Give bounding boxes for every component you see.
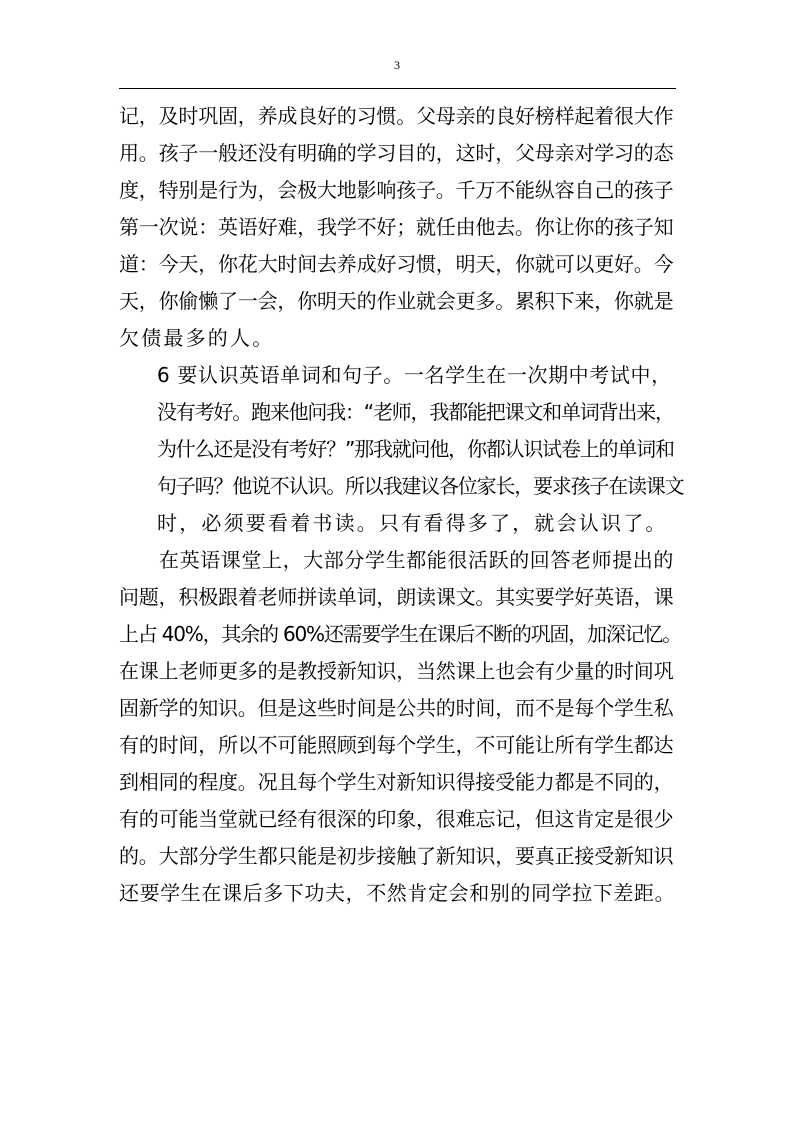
text-line: 上占 40%，其余的 60%还需要学生在课后不断的巩固，加深记忆。 [119,622,682,646]
header-rule [119,88,676,89]
paragraph-3 [119,542,682,912]
text-line: 用。孩子一般还没有明确的学习目的，这时，父母亲对学习的态 [119,141,674,165]
text-line: 6 要认识英语单词和句子。一名学生在一次期中考试中， [157,363,672,387]
text-line: 度，特别是行为，会极大地影响孩子。千万不能纵容自己的孩子 [119,178,674,202]
text-line: 记，及时巩固，养成良好的习惯。父母亲的良好榜样起着很大作 [119,104,674,128]
text-line: 在课上老师更多的是教授新知识，当然课上也会有少量的时间巩 [119,659,674,683]
body-text [119,98,684,912]
paragraph-2 [119,357,684,542]
text-line: 问题，积极跟着老师拼读单词，朗读课文。其实要学好英语，课 [119,585,674,609]
text-line: 还要学生在课后多下功夫，不然肯定会和别的同学拉下差距。 [119,881,676,905]
text-line: 为什么还是没有考好？”那我就问他，你都认识试卷上的单词和 [157,437,674,461]
page-number: 3 [394,58,400,72]
paragraph-1 [119,98,676,357]
text-line: 有的可能当堂就已经有很深的印象，很难忘记，但这肯定是很少 [119,807,674,831]
text-line: 到相同的程度。况且每个学生对新知识得接受能力都是不同的， [119,770,674,794]
text-line: 道：今天，你花大时间去养成好习惯，明天，你就可以更好。今 [119,252,674,276]
text-line: 没有考好。跑来他问我：“老师，我都能把课文和单词背出来， [157,400,674,424]
text-line: 时，必须要看着书读。只有看得多了，就会认识了。 [157,511,668,535]
text-line: 在英语课堂上，大部分学生都能很活跃的回答老师提出的 [159,548,674,572]
text-line: 天，你偷懒了一会，你明天的作业就会更多。累积下来，你就是 [119,289,674,313]
text-line: 句子吗？他说不认识。所以我建议各位家长，要求孩子在读课文 [157,474,684,498]
text-line: 有的时间，所以不可能照顾到每个学生，不可能让所有学生都达 [119,733,674,757]
text-line: 欠债最多的人。 [119,326,275,350]
text-line: 第一次说：英语好难，我学不好；就任由他去。你让你的孩子知 [119,215,674,239]
text-line: 的。大部分学生都只能是初步接触了新知识，要真正接受新知识 [119,844,674,868]
text-line: 固新学的知识。但是这些时间是公共的时间，而不是每个学生私 [119,696,674,720]
